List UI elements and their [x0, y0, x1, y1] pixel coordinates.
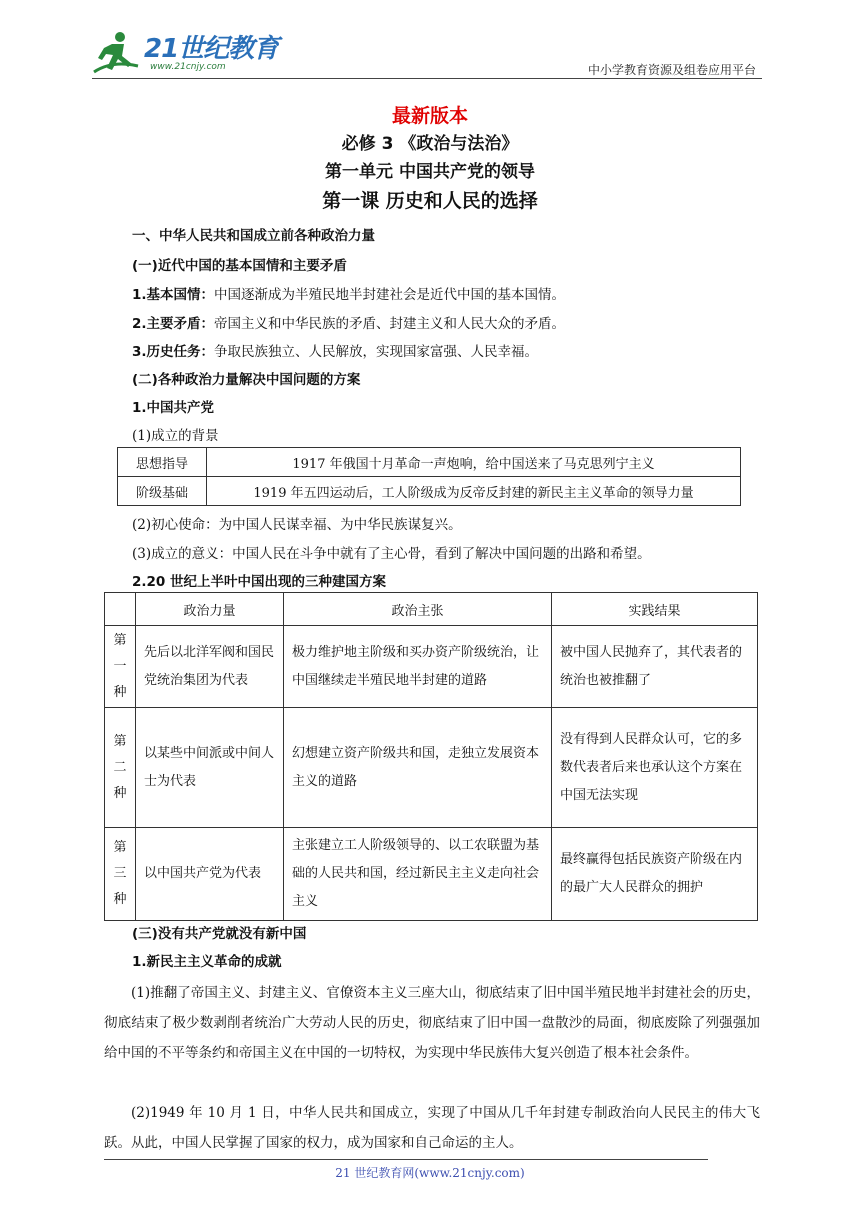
item-text: 争取民族独立、人民解放，实现国家富强、人民幸福。 — [214, 344, 539, 360]
table-row — [118, 477, 741, 506]
text-line — [132, 285, 565, 305]
table-row — [105, 626, 758, 708]
item-heading: 1.新民主主义革命的成就 — [132, 954, 282, 970]
item-label: 1.基本国情： — [132, 287, 215, 303]
logo-url: www.21cnjy.com — [150, 62, 226, 72]
footer-divider — [104, 1159, 708, 1160]
paragraph: (1)推翻了帝国主义、封建主义、官僚资本主义三座大山，彻底结束了旧中国半殖民地半封建社会的历史，彻底结束了极少数剥削者统治广大劳动人民的历史，彻底结束了旧中国一盘散沙的局面，彻底废除了列强强加给中国的不平等条约和帝国主义在中国的一切特权，为实现中华民族伟大复兴创造了根本社会条件。 — [104, 985, 760, 1061]
logo-text: 21世纪教育 — [144, 34, 279, 64]
item-heading: 1.中国共产党 — [132, 400, 215, 416]
edition-title: 最新版本 — [391, 105, 468, 127]
table-cell: 第二种 — [105, 708, 136, 828]
table-row — [105, 708, 758, 828]
footer-text: 21 世纪教育网(www.21cnjy.com) — [335, 1166, 525, 1180]
subsection-heading: (三)没有共产党就没有新中国 — [132, 926, 307, 942]
table-header-cell: 实践结果 — [552, 593, 758, 626]
table-cell: 1917 年俄国十月革命一声炮响，给中国送来了马克思列宁主义 — [207, 448, 741, 477]
item-heading: 2.20 世纪上半叶中国出现的三种建国方案 — [132, 574, 387, 590]
paragraph: (2)1949 年 10 月 1 日，中华人民共和国成立，实现了中国从几千年封建专制政治向人民民主的伟大飞跃。从此，中国人民掌握了国家的权力，成为国家和自己命运的主人。 — [104, 1105, 760, 1151]
unit-title: 第一单元 中国共产党的领导 — [325, 162, 535, 182]
plans-table — [104, 592, 758, 921]
table-header-cell: 政治力量 — [136, 593, 284, 626]
table-cell: 以中国共产党为代表 — [136, 828, 284, 921]
table-cell: 最终赢得包括民族资产阶级在内的最广大人民群众的拥护 — [552, 828, 758, 921]
background-table — [117, 447, 741, 506]
runner-logo-icon — [92, 30, 142, 76]
table-header-cell — [105, 593, 136, 626]
table-cell: 思想指导 — [118, 448, 207, 477]
subsection-heading: (二)各种政治力量解决中国问题的方案 — [132, 372, 361, 388]
platform-name: 中小学教育资源及组卷应用平台 — [587, 63, 756, 77]
item-label: 2.主要矛盾： — [132, 316, 215, 332]
text-line: (2)初心使命：为中国人民谋幸福、为中华民族谋复兴。 — [132, 517, 462, 533]
text-line: (1)成立的背景 — [132, 428, 219, 444]
table-cell: 第三种 — [105, 828, 136, 921]
header-divider — [92, 78, 762, 79]
table-cell: 极力维护地主阶级和买办资产阶级统治，让中国继续走半殖民地半封建的道路 — [284, 626, 552, 708]
site-logo — [92, 26, 279, 80]
lesson-title: 第一课 历史和人民的选择 — [322, 190, 538, 212]
text-line: (3)成立的意义：中国人民在斗争中就有了主心骨，看到了解决中国问题的出路和希望。 — [132, 546, 651, 562]
text-line — [132, 314, 565, 334]
table-cell: 没有得到人民群众认可，它的多数代表者后来也承认这个方案在中国无法实现 — [552, 708, 758, 828]
table-cell: 先后以北洋军阀和国民党统治集团为代表 — [136, 626, 284, 708]
item-text: 中国逐渐成为半殖民地半封建社会是近代中国的基本国情。 — [214, 287, 566, 303]
table-header-cell: 政治主张 — [284, 593, 552, 626]
table-row — [105, 828, 758, 921]
text-line — [132, 342, 538, 362]
item-label: 3.历史任务： — [132, 344, 215, 360]
title-block — [0, 102, 860, 216]
table-cell: 第一种 — [105, 626, 136, 708]
book-title: 必修 3 《政治与法治》 — [341, 134, 519, 154]
table-cell: 被中国人民抛弃了，其代表者的统治也被推翻了 — [552, 626, 758, 708]
table-cell: 主张建立工人阶级领导的、以工农联盟为基础的人民共和国，经过新民主主义走向社会主义 — [284, 828, 552, 921]
table-row — [118, 448, 741, 477]
table-header-row — [105, 593, 758, 626]
table-cell: 1919 年五四运动后，工人阶级成为反帝反封建的新民主主义革命的领导力量 — [207, 477, 741, 506]
item-text: 帝国主义和中华民族的矛盾、封建主义和人民大众的矛盾。 — [214, 316, 566, 332]
section-heading: 一、中华人民共和国成立前各种政治力量 — [132, 228, 375, 244]
subsection-heading: (一)近代中国的基本国情和主要矛盾 — [132, 258, 347, 274]
table-cell: 幻想建立资产阶级共和国，走独立发展资本主义的道路 — [284, 708, 552, 828]
table-cell: 以某些中间派或中间人士为代表 — [136, 708, 284, 828]
table-cell: 阶级基础 — [118, 477, 207, 506]
